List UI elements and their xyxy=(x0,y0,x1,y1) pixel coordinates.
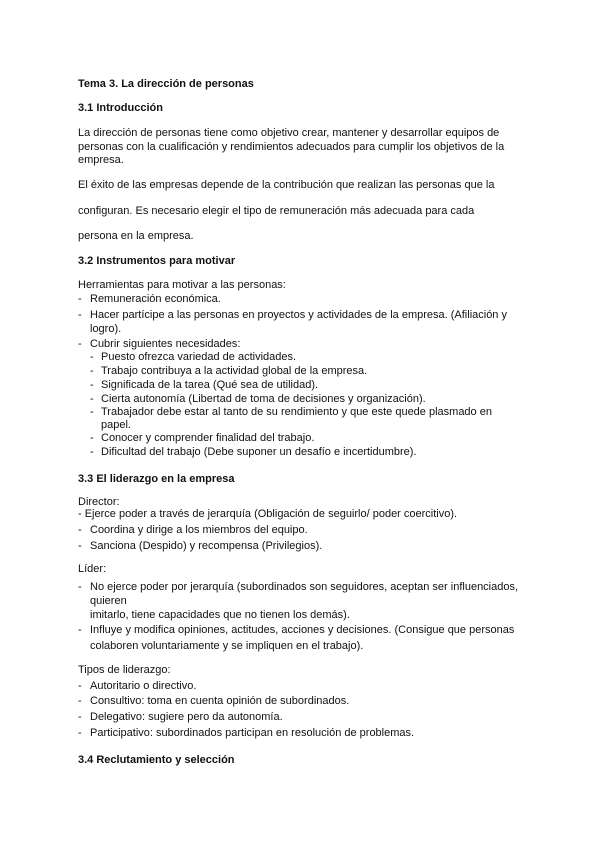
section-heading: 3.4 Reclutamiento y selección xyxy=(78,754,235,766)
sub-list-item: Dificultad del trabajo (Debe suponer un desafío e incertidumbre). xyxy=(101,446,417,458)
paragraph-line: persona en la empresa. xyxy=(78,230,194,242)
bullet: - xyxy=(78,338,82,350)
section-heading: 3.2 Instrumentos para motivar xyxy=(78,255,236,267)
bullet: - xyxy=(78,309,82,321)
bullet: - xyxy=(90,351,94,363)
paragraph-line: configuran. Es necesario elegir el tipo de remuneración más adecuada para cada xyxy=(78,205,475,217)
paragraph-line: Líder: xyxy=(78,563,107,575)
bullet: - xyxy=(78,524,82,536)
paragraph-line: personas con la cualificación y rendimientos adecuados para cumplir los objetivos de la xyxy=(78,141,505,153)
section-heading: 3.1 Introducción xyxy=(78,102,163,114)
sub-list-item: Conocer y comprender finalidad del trabajo. xyxy=(101,432,315,444)
sub-list-item: Significada de la tarea (Qué sea de utilidad). xyxy=(101,379,319,391)
bullet: - xyxy=(78,293,82,305)
document-title: Tema 3. La dirección de personas xyxy=(78,78,254,90)
bullet: - xyxy=(90,406,94,418)
list-item: imitarlo, tiene capacidades que no tienen los demás). xyxy=(90,609,350,621)
list-item: Hacer partícipe a las personas en proyectos y actividades de la empresa. (Afiliación y xyxy=(90,309,507,321)
bullet: - xyxy=(78,727,82,739)
list-item: Influye y modifica opiniones, actitudes, acciones y decisiones. (Consigue que personas xyxy=(90,624,515,636)
list-item: Consultivo: toma en cuenta opinión de subordinados. xyxy=(90,695,350,707)
bullet: - xyxy=(78,540,82,552)
bullet: - xyxy=(90,365,94,377)
list-item: Cubrir siguientes necesidades: xyxy=(90,338,241,350)
paragraph-line: Director: xyxy=(78,496,120,508)
paragraph-line: El éxito de las empresas depende de la contribución que realizan las personas que la xyxy=(78,179,495,191)
list-item: Sanciona (Despido) y recompensa (Privilegios). xyxy=(90,540,323,552)
bullet: - xyxy=(90,432,94,444)
bullet: - xyxy=(90,379,94,391)
sub-list-item: papel. xyxy=(101,419,131,431)
list-item: - Ejerce poder a través de jerarquía (Obligación de seguirlo/ poder coercitivo). xyxy=(78,508,458,520)
paragraph-line: Herramientas para motivar a las personas: xyxy=(78,279,286,291)
list-item: colaboren voluntariamente y se impliquen en el trabajo). xyxy=(90,640,364,652)
list-item: Coordina y dirige a los miembros del equipo. xyxy=(90,524,308,536)
list-item: Participativo: subordinados participan en resolución de problemas. xyxy=(90,727,415,739)
paragraph-line: Tipos de liderazgo: xyxy=(78,664,171,676)
paragraph-line: La dirección de personas tiene como objetivo crear, mantener y desarrollar equipos de xyxy=(78,127,500,139)
bullet: - xyxy=(78,711,82,723)
bullet: - xyxy=(78,695,82,707)
list-item: quieren xyxy=(90,595,127,607)
paragraph-line: empresa. xyxy=(78,154,124,166)
section-heading: 3.3 El liderazgo en la empresa xyxy=(78,473,235,485)
bullet: - xyxy=(90,393,94,405)
sub-list-item: Trabajo contribuya a la actividad global de la empresa. xyxy=(101,365,368,377)
bullet: - xyxy=(78,624,82,636)
sub-list-item: Puesto ofrezca variedad de actividades. xyxy=(101,351,297,363)
bullet: - xyxy=(90,446,94,458)
list-item: logro). xyxy=(90,323,122,335)
list-item: Delegativo: sugiere pero da autonomía. xyxy=(90,711,283,723)
list-item: Remuneración económica. xyxy=(90,293,221,305)
sub-list-item: Trabajador debe estar al tanto de su rendimiento y que este quede plasmado en xyxy=(101,406,492,418)
bullet: - xyxy=(78,680,82,692)
list-item: No ejerce poder por jerarquía (subordinados son seguidores, aceptan ser influenciados, xyxy=(90,581,519,593)
bullet: - xyxy=(78,581,82,593)
sub-list-item: Cierta autonomía (Libertad de toma de decisiones y organización). xyxy=(101,393,426,405)
list-item: Autoritario o directivo. xyxy=(90,680,197,692)
